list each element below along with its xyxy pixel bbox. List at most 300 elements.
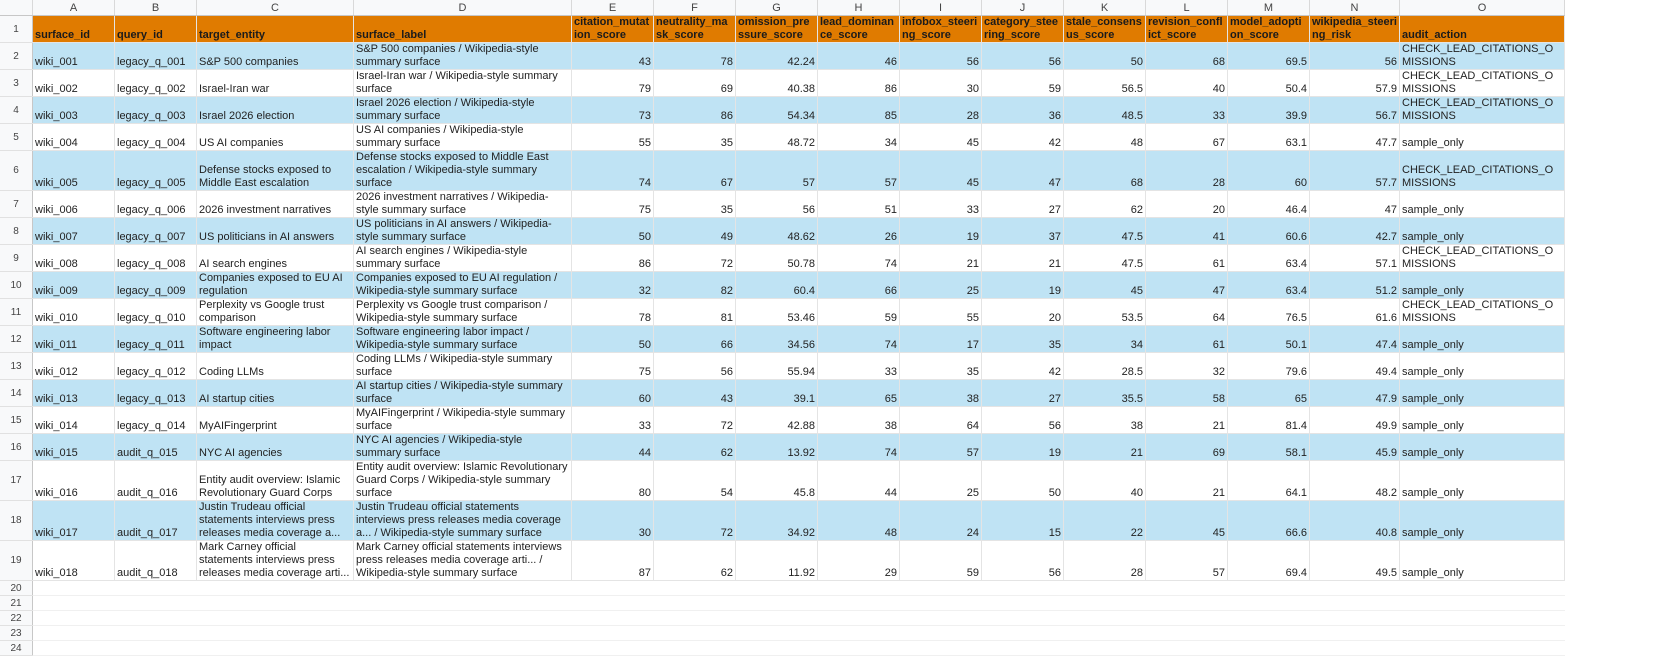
cell-wikipedia-steering-risk[interactable]: 56 [1310,43,1400,70]
header-cell-target-entity[interactable]: target_entity [197,16,354,43]
empty-cell[interactable] [115,626,197,641]
cell-revision-conflict-score[interactable]: 21 [1146,461,1228,501]
cell-category-steering-score[interactable]: 50 [982,461,1064,501]
cell-target-entity[interactable]: Israel 2026 election [197,97,354,124]
header-cell-omission-pressure-score[interactable]: omission_pressure_score [736,16,818,43]
cell-surface-label[interactable]: Perplexity vs Google trust comparison / Wikipedia-style summary surface [354,299,572,326]
empty-cell[interactable] [572,626,654,641]
cell-omission-pressure-score[interactable]: 34.56 [736,326,818,353]
empty-cell[interactable] [1064,641,1146,656]
cell-surface-label[interactable]: Defense stocks exposed to Middle East escalation / Wikipedia-style summary surface [354,151,572,191]
cell-infobox-steering-score[interactable]: 56 [900,43,982,70]
cell-neutrality-mask-score[interactable]: 78 [654,43,736,70]
cell-target-entity[interactable]: US AI companies [197,124,354,151]
empty-cell[interactable] [115,641,197,656]
empty-cell[interactable] [33,626,115,641]
empty-cell[interactable] [1400,611,1565,626]
cell-wikipedia-steering-risk[interactable]: 56.7 [1310,97,1400,124]
row-number-15[interactable]: 15 [0,407,33,434]
cell-lead-dominance-score[interactable]: 85 [818,97,900,124]
cell-citation-mutation-score[interactable]: 80 [572,461,654,501]
cell-surface-label[interactable]: AI startup cities / Wikipedia-style summary surface [354,380,572,407]
empty-cell[interactable] [1310,581,1400,596]
row-number-5[interactable]: 5 [0,124,33,151]
cell-model-adoption-score[interactable]: 69.4 [1228,541,1310,581]
cell-audit-action[interactable]: CHECK_LEAD_CITATIONS_OMISSIONS [1400,151,1565,191]
cell-citation-mutation-score[interactable]: 87 [572,541,654,581]
cell-target-entity[interactable]: Companies exposed to EU AI regulation [197,272,354,299]
cell-wikipedia-steering-risk[interactable]: 40.8 [1310,501,1400,541]
cell-surface-id[interactable]: wiki_002 [33,70,115,97]
column-header-c[interactable]: C [197,0,354,16]
empty-cell[interactable] [33,596,115,611]
cell-audit-action[interactable]: sample_only [1400,434,1565,461]
cell-stale-consensus-score[interactable]: 47.5 [1064,245,1146,272]
empty-cell[interactable] [1310,641,1400,656]
select-all-corner[interactable] [0,0,33,16]
cell-infobox-steering-score[interactable]: 33 [900,191,982,218]
cell-citation-mutation-score[interactable]: 79 [572,70,654,97]
row-number-10[interactable]: 10 [0,272,33,299]
cell-query-id[interactable]: legacy_q_007 [115,218,197,245]
empty-cell[interactable] [1228,626,1310,641]
cell-omission-pressure-score[interactable]: 13.92 [736,434,818,461]
cell-infobox-steering-score[interactable]: 55 [900,299,982,326]
cell-infobox-steering-score[interactable]: 57 [900,434,982,461]
cell-query-id[interactable]: legacy_q_004 [115,124,197,151]
cell-infobox-steering-score[interactable]: 45 [900,151,982,191]
empty-cell[interactable] [354,596,572,611]
cell-citation-mutation-score[interactable]: 50 [572,326,654,353]
cell-infobox-steering-score[interactable]: 38 [900,380,982,407]
empty-cell[interactable] [1228,641,1310,656]
row-number-14[interactable]: 14 [0,380,33,407]
cell-surface-id[interactable]: wiki_011 [33,326,115,353]
cell-omission-pressure-score[interactable]: 39.1 [736,380,818,407]
empty-cell[interactable] [736,596,818,611]
empty-cell[interactable] [572,611,654,626]
empty-cell[interactable] [197,641,354,656]
cell-citation-mutation-score[interactable]: 75 [572,191,654,218]
cell-omission-pressure-score[interactable]: 54.34 [736,97,818,124]
cell-surface-id[interactable]: wiki_004 [33,124,115,151]
cell-target-entity[interactable]: Software engineering labor impact [197,326,354,353]
row-number-11[interactable]: 11 [0,299,33,326]
column-header-m[interactable]: M [1228,0,1310,16]
empty-cell[interactable] [197,581,354,596]
cell-stale-consensus-score[interactable]: 38 [1064,407,1146,434]
empty-cell[interactable] [1228,596,1310,611]
column-header-j[interactable]: J [982,0,1064,16]
empty-cell[interactable] [572,641,654,656]
cell-audit-action[interactable]: sample_only [1400,272,1565,299]
cell-citation-mutation-score[interactable]: 44 [572,434,654,461]
cell-query-id[interactable]: audit_q_015 [115,434,197,461]
cell-citation-mutation-score[interactable]: 73 [572,97,654,124]
cell-category-steering-score[interactable]: 42 [982,353,1064,380]
cell-category-steering-score[interactable]: 35 [982,326,1064,353]
empty-cell[interactable] [818,626,900,641]
cell-citation-mutation-score[interactable]: 30 [572,501,654,541]
row-number-12[interactable]: 12 [0,326,33,353]
cell-neutrality-mask-score[interactable]: 54 [654,461,736,501]
cell-citation-mutation-score[interactable]: 50 [572,218,654,245]
cell-stale-consensus-score[interactable]: 40 [1064,461,1146,501]
header-cell-lead-dominance-score[interactable]: lead_dominance_score [818,16,900,43]
cell-neutrality-mask-score[interactable]: 69 [654,70,736,97]
cell-target-entity[interactable]: US politicians in AI answers [197,218,354,245]
cell-omission-pressure-score[interactable]: 40.38 [736,70,818,97]
cell-surface-id[interactable]: wiki_017 [33,501,115,541]
cell-revision-conflict-score[interactable]: 45 [1146,501,1228,541]
empty-cell[interactable] [33,641,115,656]
cell-lead-dominance-score[interactable]: 59 [818,299,900,326]
empty-cell[interactable] [1146,626,1228,641]
cell-surface-id[interactable]: wiki_007 [33,218,115,245]
cell-model-adoption-score[interactable]: 60 [1228,151,1310,191]
header-cell-infobox-steering-score[interactable]: infobox_steering_score [900,16,982,43]
cell-infobox-steering-score[interactable]: 24 [900,501,982,541]
cell-category-steering-score[interactable]: 56 [982,407,1064,434]
cell-surface-label[interactable]: Israel-Iran war / Wikipedia-style summary surface [354,70,572,97]
cell-surface-label[interactable]: 2026 investment narratives / Wikipedia-style summary surface [354,191,572,218]
cell-query-id[interactable]: legacy_q_014 [115,407,197,434]
column-header-a[interactable]: A [33,0,115,16]
cell-revision-conflict-score[interactable]: 64 [1146,299,1228,326]
empty-cell[interactable] [900,596,982,611]
cell-infobox-steering-score[interactable]: 28 [900,97,982,124]
empty-cell[interactable] [572,596,654,611]
cell-model-adoption-score[interactable]: 46.4 [1228,191,1310,218]
cell-lead-dominance-score[interactable]: 74 [818,326,900,353]
cell-revision-conflict-score[interactable]: 41 [1146,218,1228,245]
cell-stale-consensus-score[interactable]: 47.5 [1064,218,1146,245]
cell-neutrality-mask-score[interactable]: 56 [654,353,736,380]
cell-query-id[interactable]: legacy_q_005 [115,151,197,191]
empty-cell[interactable] [354,626,572,641]
cell-audit-action[interactable]: sample_only [1400,326,1565,353]
empty-cell[interactable] [818,596,900,611]
cell-surface-id[interactable]: wiki_015 [33,434,115,461]
cell-target-entity[interactable]: AI startup cities [197,380,354,407]
cell-omission-pressure-score[interactable]: 34.92 [736,501,818,541]
empty-cell[interactable] [1310,626,1400,641]
cell-surface-id[interactable]: wiki_008 [33,245,115,272]
cell-revision-conflict-score[interactable]: 32 [1146,353,1228,380]
empty-cell[interactable] [33,581,115,596]
cell-surface-label[interactable]: S&P 500 companies / Wikipedia-style summary surface [354,43,572,70]
row-number-2[interactable]: 2 [0,43,33,70]
cell-surface-label[interactable]: NYC AI agencies / Wikipedia-style summary surface [354,434,572,461]
empty-cell[interactable] [982,611,1064,626]
cell-category-steering-score[interactable]: 36 [982,97,1064,124]
empty-cell[interactable] [1228,581,1310,596]
empty-cell[interactable] [982,581,1064,596]
empty-cell[interactable] [736,611,818,626]
cell-wikipedia-steering-risk[interactable]: 49.4 [1310,353,1400,380]
empty-cell[interactable] [1400,626,1565,641]
empty-cell[interactable] [1310,611,1400,626]
empty-cell[interactable] [982,626,1064,641]
cell-infobox-steering-score[interactable]: 45 [900,124,982,151]
cell-query-id[interactable]: legacy_q_001 [115,43,197,70]
cell-omission-pressure-score[interactable]: 50.78 [736,245,818,272]
cell-lead-dominance-score[interactable]: 29 [818,541,900,581]
header-cell-citation-mutation-score[interactable]: citation_mutation_score [572,16,654,43]
cell-wikipedia-steering-risk[interactable]: 42.7 [1310,218,1400,245]
cell-surface-id[interactable]: wiki_013 [33,380,115,407]
cell-surface-id[interactable]: wiki_009 [33,272,115,299]
empty-cell[interactable] [1064,581,1146,596]
cell-revision-conflict-score[interactable]: 40 [1146,70,1228,97]
column-header-f[interactable]: F [654,0,736,16]
row-number-1[interactable]: 1 [0,16,33,43]
header-cell-query-id[interactable]: query_id [115,16,197,43]
empty-cell[interactable] [900,581,982,596]
empty-cell[interactable] [654,596,736,611]
cell-target-entity[interactable]: 2026 investment narratives [197,191,354,218]
cell-audit-action[interactable]: sample_only [1400,461,1565,501]
cell-audit-action[interactable]: sample_only [1400,353,1565,380]
cell-neutrality-mask-score[interactable]: 35 [654,124,736,151]
cell-model-adoption-score[interactable]: 63.4 [1228,272,1310,299]
cell-lead-dominance-score[interactable]: 74 [818,434,900,461]
cell-surface-id[interactable]: wiki_018 [33,541,115,581]
cell-lead-dominance-score[interactable]: 46 [818,43,900,70]
cell-infobox-steering-score[interactable]: 59 [900,541,982,581]
cell-revision-conflict-score[interactable]: 21 [1146,407,1228,434]
empty-cell[interactable] [818,641,900,656]
cell-stale-consensus-score[interactable]: 50 [1064,43,1146,70]
column-header-g[interactable]: G [736,0,818,16]
cell-wikipedia-steering-risk[interactable]: 61.6 [1310,299,1400,326]
cell-stale-consensus-score[interactable]: 28.5 [1064,353,1146,380]
cell-audit-action[interactable]: CHECK_LEAD_CITATIONS_OMISSIONS [1400,43,1565,70]
row-number-16[interactable]: 16 [0,434,33,461]
row-number-18[interactable]: 18 [0,501,33,541]
cell-citation-mutation-score[interactable]: 33 [572,407,654,434]
empty-cell[interactable] [736,581,818,596]
cell-target-entity[interactable]: NYC AI agencies [197,434,354,461]
cell-target-entity[interactable]: Coding LLMs [197,353,354,380]
header-cell-audit-action[interactable]: audit_action [1400,16,1565,43]
empty-cell[interactable] [982,596,1064,611]
cell-stale-consensus-score[interactable]: 21 [1064,434,1146,461]
empty-cell[interactable] [115,611,197,626]
cell-citation-mutation-score[interactable]: 78 [572,299,654,326]
empty-cell[interactable] [900,641,982,656]
empty-cell[interactable] [982,641,1064,656]
cell-citation-mutation-score[interactable]: 43 [572,43,654,70]
column-header-d[interactable]: D [354,0,572,16]
cell-category-steering-score[interactable]: 19 [982,272,1064,299]
header-cell-revision-conflict-score[interactable]: revision_conflict_score [1146,16,1228,43]
row-number-24[interactable]: 24 [0,641,33,656]
cell-omission-pressure-score[interactable]: 42.88 [736,407,818,434]
empty-cell[interactable] [1064,626,1146,641]
row-number-13[interactable]: 13 [0,353,33,380]
cell-category-steering-score[interactable]: 27 [982,191,1064,218]
empty-cell[interactable] [654,611,736,626]
column-header-n[interactable]: N [1310,0,1400,16]
cell-infobox-steering-score[interactable]: 21 [900,245,982,272]
cell-infobox-steering-score[interactable]: 25 [900,272,982,299]
cell-category-steering-score[interactable]: 27 [982,380,1064,407]
cell-category-steering-score[interactable]: 42 [982,124,1064,151]
empty-cell[interactable] [654,641,736,656]
cell-lead-dominance-score[interactable]: 34 [818,124,900,151]
cell-revision-conflict-score[interactable]: 67 [1146,124,1228,151]
cell-query-id[interactable]: legacy_q_013 [115,380,197,407]
cell-surface-id[interactable]: wiki_006 [33,191,115,218]
cell-revision-conflict-score[interactable]: 61 [1146,326,1228,353]
cell-surface-id[interactable]: wiki_003 [33,97,115,124]
row-number-22[interactable]: 22 [0,611,33,626]
cell-surface-label[interactable]: US AI companies / Wikipedia-style summary surface [354,124,572,151]
cell-neutrality-mask-score[interactable]: 62 [654,541,736,581]
cell-stale-consensus-score[interactable]: 62 [1064,191,1146,218]
empty-cell[interactable] [197,596,354,611]
cell-surface-label[interactable]: Israel 2026 election / Wikipedia-style summary surface [354,97,572,124]
cell-omission-pressure-score[interactable]: 53.46 [736,299,818,326]
cell-citation-mutation-score[interactable]: 32 [572,272,654,299]
cell-audit-action[interactable]: sample_only [1400,218,1565,245]
cell-citation-mutation-score[interactable]: 60 [572,380,654,407]
cell-category-steering-score[interactable]: 56 [982,43,1064,70]
cell-omission-pressure-score[interactable]: 48.72 [736,124,818,151]
empty-cell[interactable] [900,626,982,641]
cell-surface-label[interactable]: Justin Trudeau official statements interviews press releases media coverage a... / Wikipedia-style summary surface [354,501,572,541]
cell-query-id[interactable]: legacy_q_012 [115,353,197,380]
header-cell-surface-label[interactable]: surface_label [354,16,572,43]
empty-cell[interactable] [115,581,197,596]
empty-cell[interactable] [33,611,115,626]
cell-target-entity[interactable]: Mark Carney official statements interviews press releases media coverage arti... [197,541,354,581]
cell-wikipedia-steering-risk[interactable]: 51.2 [1310,272,1400,299]
cell-lead-dominance-score[interactable]: 44 [818,461,900,501]
empty-cell[interactable] [736,626,818,641]
empty-cell[interactable] [654,581,736,596]
cell-stale-consensus-score[interactable]: 56.5 [1064,70,1146,97]
cell-target-entity[interactable]: Perplexity vs Google trust comparison [197,299,354,326]
cell-surface-label[interactable]: US politicians in AI answers / Wikipedia-style summary surface [354,218,572,245]
cell-lead-dominance-score[interactable]: 33 [818,353,900,380]
cell-revision-conflict-score[interactable]: 58 [1146,380,1228,407]
cell-stale-consensus-score[interactable]: 48.5 [1064,97,1146,124]
empty-cell[interactable] [900,611,982,626]
cell-citation-mutation-score[interactable]: 55 [572,124,654,151]
empty-cell[interactable] [1310,596,1400,611]
cell-query-id[interactable]: legacy_q_009 [115,272,197,299]
header-cell-model-adoption-score[interactable]: model_adoption_score [1228,16,1310,43]
cell-query-id[interactable]: audit_q_016 [115,461,197,501]
cell-model-adoption-score[interactable]: 50.1 [1228,326,1310,353]
cell-wikipedia-steering-risk[interactable]: 57.7 [1310,151,1400,191]
cell-category-steering-score[interactable]: 59 [982,70,1064,97]
cell-model-adoption-score[interactable]: 63.4 [1228,245,1310,272]
cell-neutrality-mask-score[interactable]: 49 [654,218,736,245]
empty-cell[interactable] [654,626,736,641]
cell-stale-consensus-score[interactable]: 45 [1064,272,1146,299]
cell-revision-conflict-score[interactable]: 61 [1146,245,1228,272]
cell-neutrality-mask-score[interactable]: 72 [654,501,736,541]
cell-surface-label[interactable]: Coding LLMs / Wikipedia-style summary surface [354,353,572,380]
cell-target-entity[interactable]: S&P 500 companies [197,43,354,70]
cell-revision-conflict-score[interactable]: 20 [1146,191,1228,218]
empty-cell[interactable] [818,581,900,596]
cell-stale-consensus-score[interactable]: 53.5 [1064,299,1146,326]
cell-surface-id[interactable]: wiki_012 [33,353,115,380]
cell-category-steering-score[interactable]: 19 [982,434,1064,461]
cell-infobox-steering-score[interactable]: 17 [900,326,982,353]
header-cell-neutrality-mask-score[interactable]: neutrality_mask_score [654,16,736,43]
column-header-e[interactable]: E [572,0,654,16]
row-number-6[interactable]: 6 [0,151,33,191]
cell-neutrality-mask-score[interactable]: 82 [654,272,736,299]
cell-infobox-steering-score[interactable]: 35 [900,353,982,380]
cell-omission-pressure-score[interactable]: 45.8 [736,461,818,501]
cell-audit-action[interactable]: CHECK_LEAD_CITATIONS_OMISSIONS [1400,245,1565,272]
cell-surface-id[interactable]: wiki_014 [33,407,115,434]
cell-wikipedia-steering-risk[interactable]: 48.2 [1310,461,1400,501]
cell-infobox-steering-score[interactable]: 64 [900,407,982,434]
cell-wikipedia-steering-risk[interactable]: 49.5 [1310,541,1400,581]
cell-query-id[interactable]: legacy_q_002 [115,70,197,97]
empty-cell[interactable] [1400,641,1565,656]
header-cell-stale-consensus-score[interactable]: stale_consensus_score [1064,16,1146,43]
cell-stale-consensus-score[interactable]: 35.5 [1064,380,1146,407]
cell-audit-action[interactable]: CHECK_LEAD_CITATIONS_OMISSIONS [1400,97,1565,124]
cell-audit-action[interactable]: CHECK_LEAD_CITATIONS_OMISSIONS [1400,299,1565,326]
cell-infobox-steering-score[interactable]: 30 [900,70,982,97]
cell-neutrality-mask-score[interactable]: 43 [654,380,736,407]
cell-revision-conflict-score[interactable]: 28 [1146,151,1228,191]
row-number-20[interactable]: 20 [0,581,33,596]
cell-neutrality-mask-score[interactable]: 62 [654,434,736,461]
cell-query-id[interactable]: legacy_q_006 [115,191,197,218]
cell-target-entity[interactable]: Defense stocks exposed to Middle East escalation [197,151,354,191]
column-header-k[interactable]: K [1064,0,1146,16]
empty-cell[interactable] [1400,596,1565,611]
cell-audit-action[interactable]: sample_only [1400,124,1565,151]
cell-neutrality-mask-score[interactable]: 66 [654,326,736,353]
row-number-19[interactable]: 19 [0,541,33,581]
cell-model-adoption-score[interactable]: 69.5 [1228,43,1310,70]
cell-category-steering-score[interactable]: 15 [982,501,1064,541]
row-number-21[interactable]: 21 [0,596,33,611]
empty-cell[interactable] [1146,611,1228,626]
cell-target-entity[interactable]: MyAIFingerprint [197,407,354,434]
cell-query-id[interactable]: legacy_q_011 [115,326,197,353]
column-header-b[interactable]: B [115,0,197,16]
cell-model-adoption-score[interactable]: 65 [1228,380,1310,407]
row-number-7[interactable]: 7 [0,191,33,218]
cell-category-steering-score[interactable]: 20 [982,299,1064,326]
cell-wikipedia-steering-risk[interactable]: 47.7 [1310,124,1400,151]
empty-cell[interactable] [1146,596,1228,611]
cell-surface-label[interactable]: Mark Carney official statements interviews press releases media coverage arti... / Wikipedia-style summary surface [354,541,572,581]
row-number-9[interactable]: 9 [0,245,33,272]
cell-wikipedia-steering-risk[interactable]: 45.9 [1310,434,1400,461]
cell-category-steering-score[interactable]: 56 [982,541,1064,581]
cell-model-adoption-score[interactable]: 60.6 [1228,218,1310,245]
cell-category-steering-score[interactable]: 21 [982,245,1064,272]
column-header-i[interactable]: I [900,0,982,16]
empty-cell[interactable] [1146,581,1228,596]
cell-query-id[interactable]: audit_q_017 [115,501,197,541]
empty-cell[interactable] [1228,611,1310,626]
row-number-8[interactable]: 8 [0,218,33,245]
